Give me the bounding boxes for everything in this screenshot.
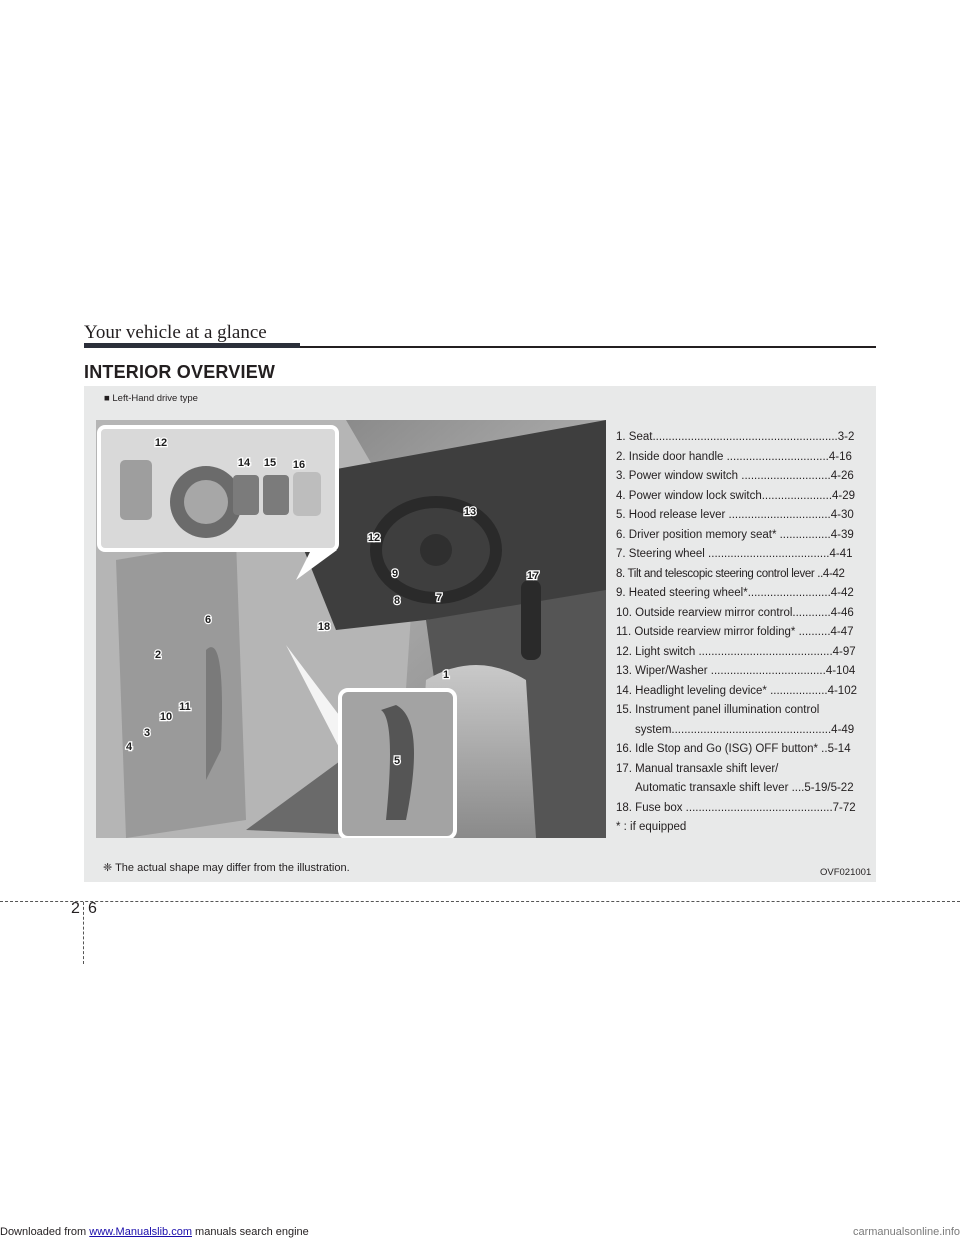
callout-7: 7: [435, 592, 443, 604]
list-item: 11. Outside rearview mirror folding* ..........4-47: [616, 626, 854, 638]
list-item: * : if equipped: [616, 821, 687, 833]
download-footer: [0, 1226, 309, 1238]
list-item: 12. Light switch ..........................................4-97: [616, 645, 856, 658]
chapter-number: 2: [71, 900, 80, 917]
list-item: 2. Inside door handle ................................4-16: [616, 450, 852, 463]
header-rule-accent: [84, 343, 300, 348]
callout-6: 6: [204, 614, 212, 626]
footer-suffix: manuals search engine: [191, 1226, 309, 1238]
page-number: 6: [88, 900, 97, 917]
interior-illustration: [96, 420, 606, 838]
callout-13: 13: [463, 506, 477, 518]
list-item: 5. Hood release lever ................................4-30: [616, 509, 854, 521]
callout-12-inset: 12: [154, 437, 168, 449]
callout-15: 15: [263, 457, 277, 469]
callout-17: 17: [526, 570, 540, 582]
image-code: OVF021001: [820, 867, 872, 878]
callout-11: 11: [179, 701, 191, 713]
watermark: carmanualsonline.info: [852, 1226, 960, 1238]
list-item: 4. Power window lock switch......................4-29: [616, 489, 856, 502]
illustration-note: ❈ The actual shape may differ from the illustration.: [103, 862, 350, 874]
page-divider: [0, 901, 960, 902]
list-item: 14. Headlight leveling device* ..................4-102: [616, 684, 857, 697]
list-item: 7. Steering wheel ......................................4-41: [616, 548, 853, 560]
component-list: [616, 428, 872, 838]
page-divider-vertical: [83, 902, 84, 964]
list-item: 16. Idle Stop and Go (ISG) OFF button* ..5-14: [616, 743, 851, 755]
list-item: 10. Outside rearview mirror control............4-46: [616, 606, 854, 619]
list-item-continuation: system..................................................4-49: [635, 723, 855, 736]
callout-8: 8: [393, 595, 401, 607]
header-title: Your vehicle at a glance: [84, 322, 267, 343]
list-item-continuation: Automatic transaxle shift lever ....5-19/5-22: [635, 782, 854, 794]
list-item: 18. Fuse box ..............................................7-72: [616, 801, 856, 814]
footer-prefix: Downloaded from: [0, 1226, 90, 1238]
list-item: 1. Seat..........................................................3-2: [616, 431, 855, 443]
callout-14: 14: [237, 457, 251, 469]
manualslib-link[interactable]: www.Manualslib.com: [89, 1226, 192, 1238]
section-title: INTERIOR OVERVIEW: [84, 362, 276, 382]
callout-5: 5: [393, 755, 401, 767]
callout-1: 1: [442, 669, 450, 681]
list-item: 17. Manual transaxle shift lever/: [616, 762, 779, 775]
list-item: 8. Tilt and telescopic steering control lever ..4-42: [616, 567, 845, 580]
drive-type-label: ■ Left-Hand drive type: [104, 393, 198, 404]
callout-12: 12: [367, 532, 381, 544]
list-item: 3. Power window switch ............................4-26: [616, 470, 854, 482]
callout-16: 16: [292, 459, 306, 471]
list-item: 6. Driver position memory seat* ................4-39: [616, 528, 854, 541]
callout-10: 10: [159, 711, 173, 723]
callout-4: 4: [125, 741, 133, 753]
callout-18: 18: [317, 621, 331, 633]
callout-3: 3: [143, 727, 151, 739]
list-item: 15. Instrument panel illumination control: [616, 704, 820, 716]
callout-9: 9: [391, 568, 399, 580]
list-item: 9. Heated steering wheel*..........................4-42: [616, 587, 854, 599]
list-item: 13. Wiper/Washer ....................................4-104: [616, 665, 856, 677]
callout-2: 2: [154, 649, 162, 661]
